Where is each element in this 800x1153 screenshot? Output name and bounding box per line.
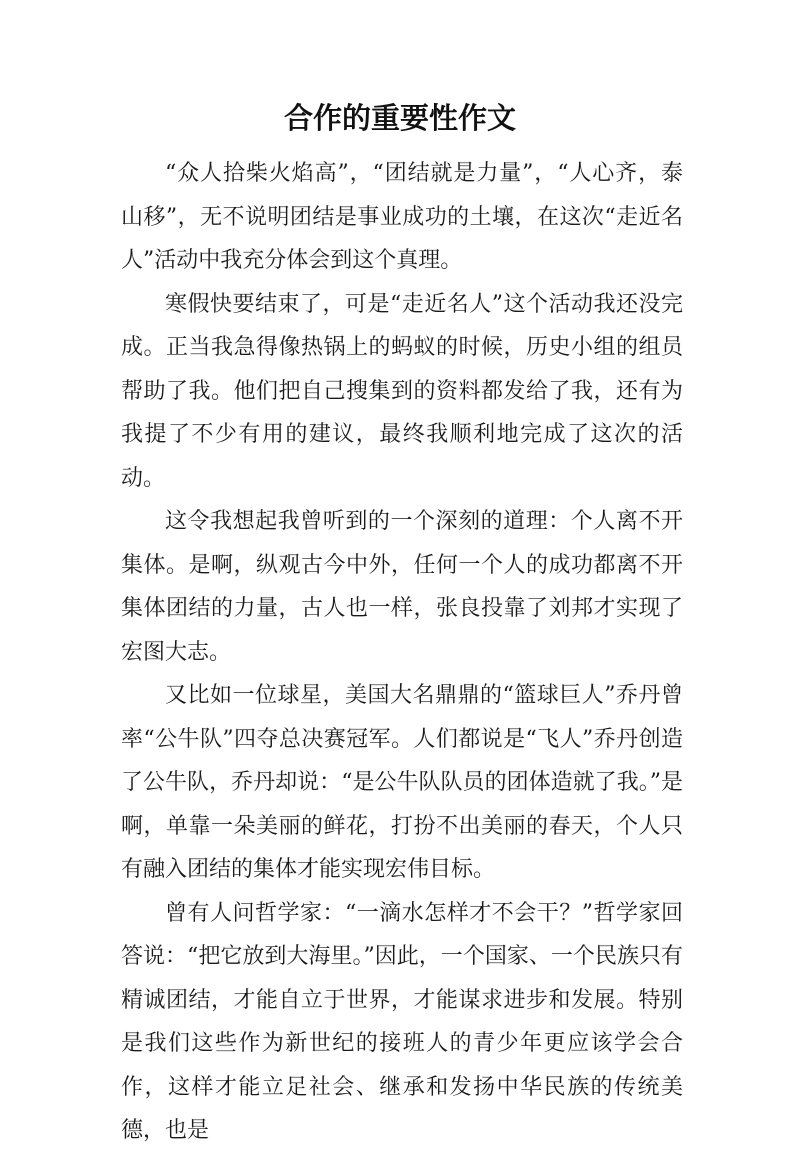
paragraph-5: 曾有人问哲学家：“一滴水怎样才不会干？”哲学家回答说：“把它放到大海里。”因此，一个国家、一个民族只有精诚团结，才能自立于世界，才能谋求进步和发展。特别是我们这些作为新世纪的接班人的青少年更应该学会合作，这样才能立足社会、继承和发扬中华民族的传统美德，也是: [121, 900, 683, 1143]
paragraph-1: “众人拾柴火焰高”，“团结就是力量”，“人心齐，泰山移”，无不说明团结是事业成功的土壤，在这次“走近名人”活动中我充分体会到这个真理。: [121, 161, 683, 273]
paragraph-3: 这令我想起我曾听到的一个深刻的道理：个人离不开集体。是啊，纵观古今中外，任何一个人的成功都离不开集体团结的力量，古人也一样，张良投靠了刘邦才实现了宏图大志。: [121, 509, 683, 665]
document-title: 合作的重要性作文: [283, 101, 516, 135]
paragraph-4: 又比如一位球星，美国大名鼎鼎的“篮球巨人”乔丹曾率“公牛队”四夺总决赛冠军。人们都说是“飞人”乔丹创造了公牛队，乔丹却说：“是公牛队队员的团体造就了我。”是啊，单靠一朵美丽的鲜花，打扮不出美丽的春天，个人只有融入团结的集体才能实现宏伟目标。: [121, 683, 683, 882]
paragraph-2: 寒假快要结束了，可是“走近名人”这个活动我还没完成。正当我急得像热锅上的蚂蚁的时候，历史小组的组员帮助了我。他们把自己搜集到的资料都发给了我，还有为我提了不少有用的建议，最终我顺利地完成了这次的活动。: [121, 291, 683, 491]
document-body: [121, 152, 683, 1153]
